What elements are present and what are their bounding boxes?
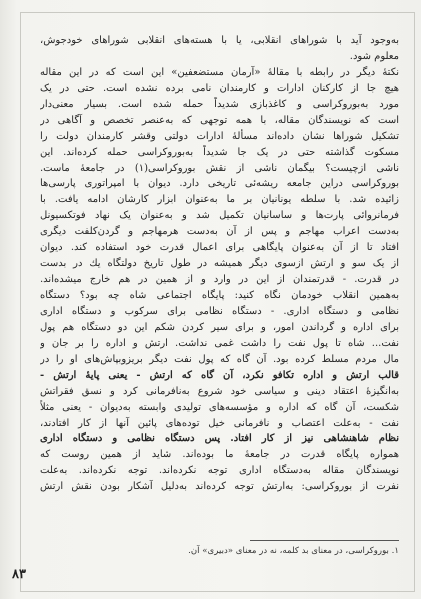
text-line: هیچ جا از کارکنان ادارات و کارمندان نامی برده نشده است. حتی در یک (40, 82, 399, 94)
text-line: نویسندگان مقاله به‌دستگاه اداری توجه نکرده‌اند. توجه نکرده‌اند. به‌علت (40, 465, 399, 477)
text-line: نظام شاهنشاهی نیز از کار افتاد. پس دستگاه نظامی و دستگاه اداری (40, 433, 399, 445)
text-line: همواره پایگاه قدرت در جامعهٔ ما بوده‌اند. شاید از همین روست که (40, 449, 399, 461)
text-line: نظامی و دستگاه اداری. - دستگاه نظامی برای سرکوب و دستگاه اداری (40, 305, 399, 317)
text-line: در قدرت. - قدرتمندان از این در وارد و از همین در هم خارج میشده‌اند. (40, 274, 399, 286)
text-line: مسکوت گذاشته حتی در یک جا شدیداً به‌بوروکراسی حمله کرده‌اند. این (40, 146, 399, 158)
text-line: برای اداره و گرداندن امور، و برای سیر کردن شکم این دو دستگاه هم پول (40, 321, 399, 333)
text-line: به‌دست اعراب مهاجم و پس از آن به‌دست هرمهاجم و گردن‌کلفت دیگری (40, 226, 399, 238)
text-line: زائیده شد. با سلطه یونانیان بر ما به‌عنوان ابزار کارشان ادامه یافت. با (40, 194, 399, 206)
text-line: بوروکراسی دراین جامعه ریشه‌ئی تاریخی دارد. دیوان با امپراتوری پارسی‌ها (40, 178, 399, 190)
text-line: مورد به‌بوروکراسی و کاغذبازی شدیداً حمله شده است. بسیار معنی‌دار (40, 98, 399, 110)
text-line: نکتهٔ دیگر در رابطه با مقالهٔ «آرمان مستضعفین» این است که در این مقاله (40, 66, 399, 78)
text-line: به‌انگیزهٔ اعتقاد دینی و سیاسی خود شروع به‌نافرمانی کرد و نسق فقراتش (40, 385, 399, 397)
text-line: فرمانروائی پارت‌ها و ساسانیان تکمیل شد و به‌عنوان یک نهاد فوتکسیونل (40, 210, 399, 222)
text-line: معلوم شود. (349, 50, 399, 62)
text-line: نفت... شاه تا پول نفت را داشت غمی نداشت. ارتش و اداره را بر جان و (40, 337, 399, 349)
footnote-divider (250, 540, 399, 541)
text-line: تشکیل شوراها نشان داده‌اند مسألهٔ ادارات دولتی وقشر کارمندان دولت را (40, 130, 399, 142)
page-number: ۸۳ (12, 567, 26, 582)
footnote: ۱. بوروکراسی، در معنای بد کلمه، نه در معنای «دبیری» آن. (188, 546, 399, 556)
text-line: مال مردم مسلط کرده بود. آن گاه که پول نفت دیگر بریزوبپاش‌های او را در (40, 353, 399, 365)
text-line: به‌همین انقلاب خودمان نگاه کنید: پایگاه اجتماعی شاه چه بود؟ دستگاه (40, 290, 399, 301)
text-line: به‌وجود آید با شوراهای انقلابی، یا با هسته‌های انقلابی شوراهای خودجوش، (40, 35, 399, 46)
body-text (40, 33, 399, 495)
text-line: افتاد تا از آن به‌عنوان پایگاهی برای اعمال قدرت خود استفاده کند. دیوان (40, 242, 399, 254)
text-line: نفرت از بوروکراسی: به‌ارتش توجه کرده‌اند به‌دلیل آشکار بودن نقش ارتش (40, 481, 399, 493)
text-line: قالب ارتش و اداره تکافو نکرد، آن گاه که ارتش - یعنی پایهٔ ارتش - (40, 369, 399, 381)
text-line: است که نویسندگان مقاله، با همه توجهی که به‌عنصر تخصص و آگاهی در (40, 114, 399, 126)
text-line: ناشی ازچیست؟ بیگمان ناشی از نقش بوروکراسی(۱) در جامعهٔ ماست. (40, 162, 399, 174)
text-line: شکست، آن گاه که اداره و مؤسسه‌های تولیدی وابسته به‌دیوان - یعنی مثلاً (40, 401, 399, 413)
text-line: از یک سو و ارتش ازسوی دیگر همیشه در طول تاریخ دولتگاه یك در بدست (40, 258, 399, 270)
text-line: نفت - به‌علت اعتصاب و نافرمانی خیل توده‌های پائین آنها از کار افتادند، (40, 417, 399, 429)
